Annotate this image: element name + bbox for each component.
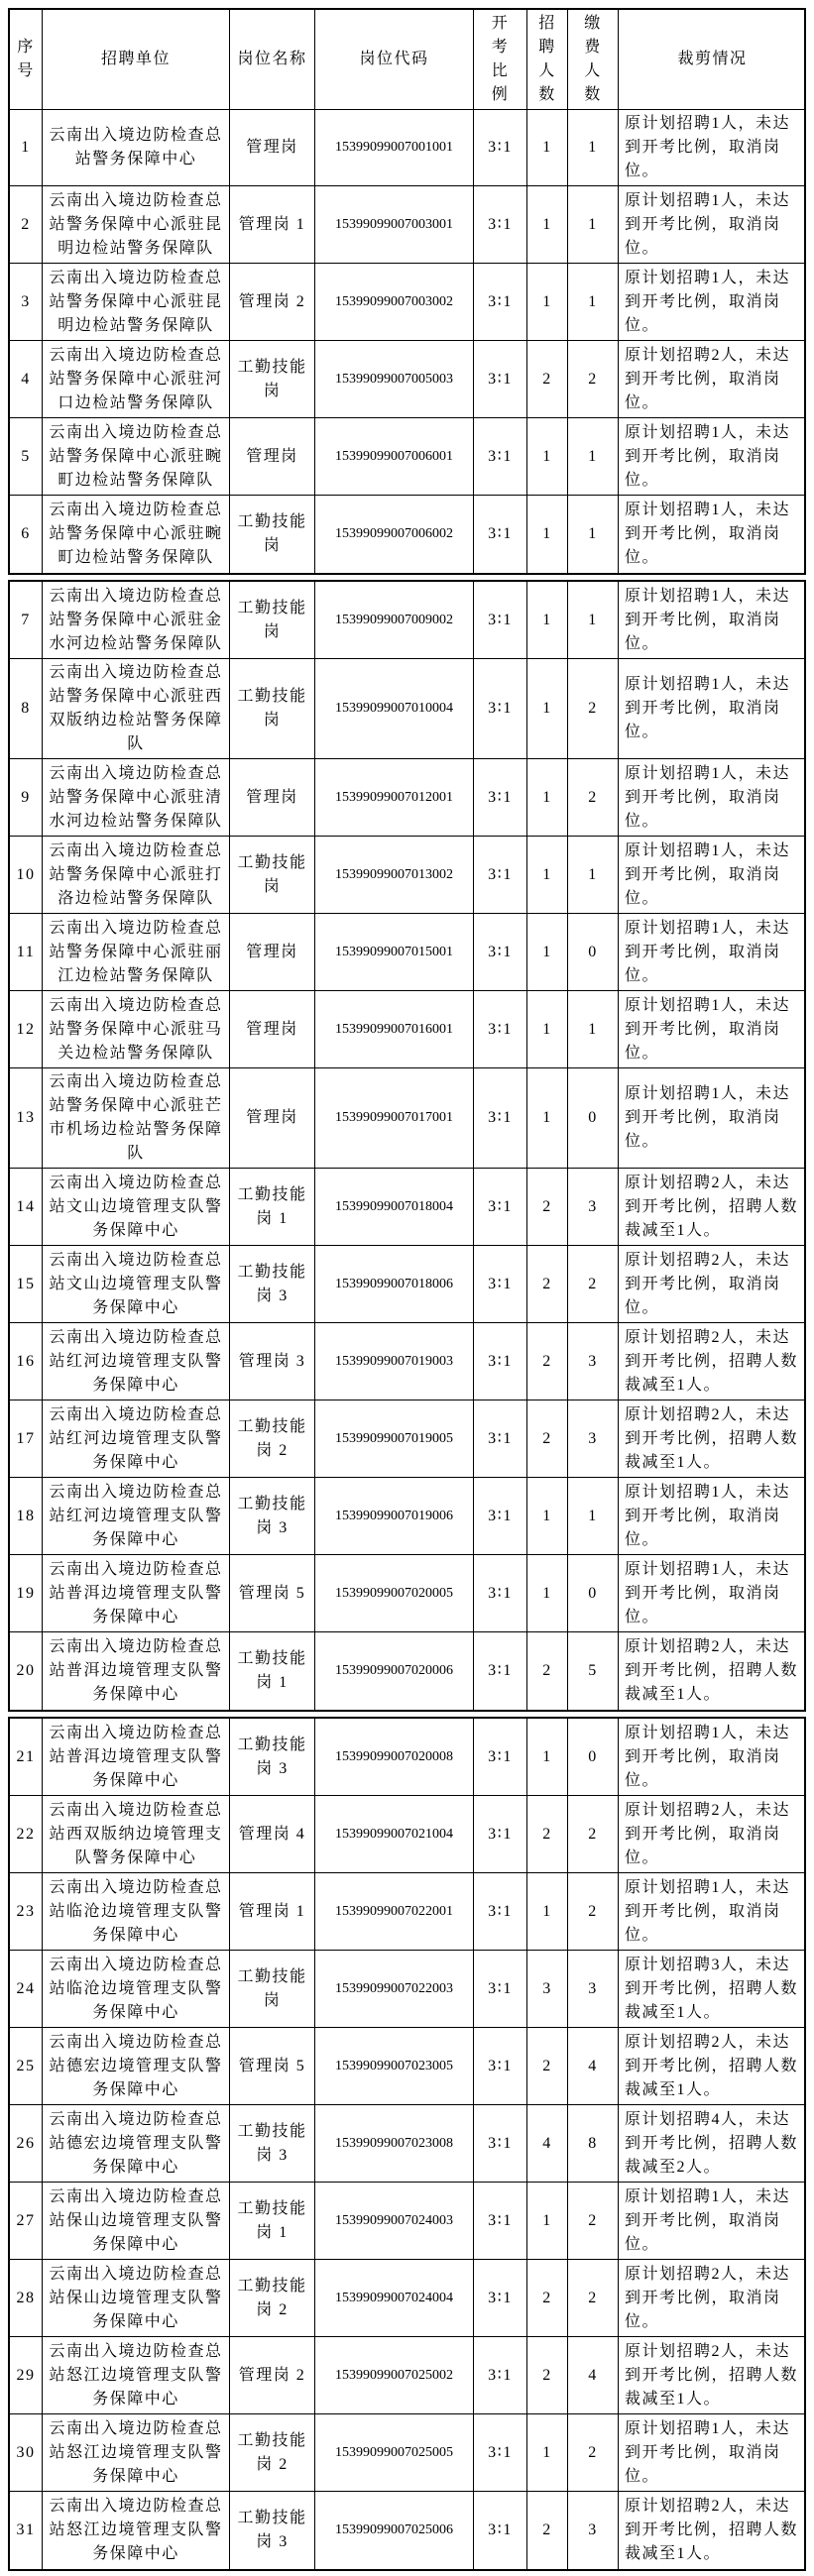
cell-serial-number: 14 [10, 1169, 43, 1245]
cell-cut-status: 原计划招聘2人，未达到开考比例，取消岗位。 [625, 346, 791, 411]
cell-recruit-count: 1 [527, 186, 568, 263]
table-page-segment [8, 8, 806, 575]
cell-cut-status: 原计划招聘2人，未达到开考比例，招聘人数裁减至1人。 [625, 1328, 799, 1394]
cell-post-name: 工勤技能岗 [230, 837, 315, 913]
cell-serial-number: 31 [10, 2492, 43, 2569]
cell-cut-status: 原计划招聘1人，未达到开考比例，取消岗位。 [625, 1724, 791, 1789]
cell-post-name: 管理岗 2 [230, 2337, 315, 2413]
cell-recruiting-unit: 云南出入境边防检查总站保山边境管理支队警务保障中心 [43, 2183, 230, 2259]
cell-recruit-count: 2 [527, 1400, 568, 1477]
cell-paid-count: 1 [568, 1478, 619, 1554]
cell-recruit-count: 1 [527, 2183, 568, 2259]
cell-cut-status: 原计划招聘2人，未达到开考比例，取消岗位。 [625, 2265, 791, 2330]
cell-paid-count: 2 [568, 1246, 619, 1322]
cell-post-name: 工勤技能岗 1 [230, 1169, 315, 1245]
cell-post-name: 管理岗 2 [230, 264, 315, 340]
cell-serial-number: 1 [10, 110, 43, 185]
cell-serial-number: 22 [10, 1796, 43, 1872]
cell-post-code: 15399099007024003 [315, 2183, 474, 2259]
table-row [10, 2105, 804, 2183]
cell-recruit-count: 2 [527, 1169, 568, 1245]
cell-post-name: 管理岗 [230, 759, 315, 836]
cell-post-name: 管理岗 [230, 1068, 315, 1168]
cell-post-code: 15399099007003002 [315, 264, 474, 340]
cell-exam-ratio: 3∶1 [474, 1719, 527, 1795]
table-row [10, 1246, 804, 1323]
table-row [10, 659, 804, 759]
cell-serial-number: 9 [10, 759, 43, 836]
cell-cut-status: 原计划招聘1人，未达到开考比例，取消岗位。 [625, 423, 791, 489]
cell-cut-status: 原计划招聘1人，未达到开考比例，取消岗位。 [625, 919, 791, 984]
cell-cut-status: 原计划招聘2人，未达到开考比例，招聘人数裁减至1人。 [625, 2342, 799, 2408]
cell-serial-number: 11 [10, 914, 43, 990]
cell-recruiting-unit: 云南出入境边防检查总站保山边境管理支队警务保障中心 [43, 2260, 230, 2336]
cell-exam-ratio: 3∶1 [474, 341, 527, 417]
cell-recruit-count: 1 [527, 582, 568, 658]
cell-recruiting-unit: 云南出入境边防检查总站警务保障中心派驻丽江边检站警务保障队 [43, 914, 230, 990]
cell-recruit-count: 2 [527, 2260, 568, 2336]
cell-recruit-count: 2 [527, 1796, 568, 1872]
cell-paid-count: 1 [568, 496, 619, 573]
cell-recruiting-unit: 云南出入境边防检查总站警务保障中心 [43, 110, 230, 185]
cell-recruit-count: 1 [527, 659, 568, 758]
cell-exam-ratio: 3∶1 [474, 2028, 527, 2104]
recruitment-cancellation-table [8, 8, 806, 2576]
table-row [10, 1632, 804, 1710]
cell-cut-status: 原计划招聘1人，未达到开考比例，取消岗位。 [625, 1560, 791, 1625]
cell-cut-status: 原计划招聘2人，未达到开考比例，招聘人数裁减至1人。 [625, 1405, 799, 1471]
cell-paid-count: 8 [568, 2105, 619, 2182]
cell-recruit-count: 1 [527, 1555, 568, 1631]
table-row [10, 264, 804, 341]
cell-exam-ratio: 3∶1 [474, 2414, 527, 2491]
cell-post-code: 15399099007023008 [315, 2105, 474, 2182]
cell-cut-status: 原计划招聘2人，未达到开考比例，招聘人数裁减至1人。 [625, 1174, 799, 1239]
cell-post-name: 工勤技能岗 1 [230, 2183, 315, 2259]
cell-post-name: 工勤技能岗 [230, 659, 315, 758]
cell-paid-count: 1 [568, 991, 619, 1067]
cell-recruit-count: 3 [527, 1951, 568, 2027]
cell-paid-count: 3 [568, 1400, 619, 1477]
cell-recruiting-unit: 云南出入境边防检查总站警务保障中心派驻西双版纳边检站警务保障队 [43, 659, 230, 758]
cell-post-name: 工勤技能岗 1 [230, 1632, 315, 1710]
cell-recruiting-unit: 云南出入境边防检查总站西双版纳边境管理支队警务保障中心 [43, 1796, 230, 1872]
cell-exam-ratio: 3∶1 [474, 1246, 527, 1322]
cell-serial-number: 6 [10, 496, 43, 573]
cell-serial-number: 15 [10, 1246, 43, 1322]
cell-recruiting-unit: 云南出入境边防检查总站警务保障中心派驻昆明边检站警务保障队 [43, 264, 230, 340]
table-row [10, 1323, 804, 1400]
cell-paid-count: 2 [568, 1873, 619, 1950]
table-row [10, 582, 804, 659]
cell-exam-ratio: 3∶1 [474, 1555, 527, 1631]
cell-post-code: 15399099007013002 [315, 837, 474, 913]
cell-post-name: 工勤技能岗 [230, 496, 315, 573]
cell-exam-ratio: 3∶1 [474, 1632, 527, 1710]
cell-paid-count: 0 [568, 914, 619, 990]
header-paid [568, 10, 619, 109]
cell-cut-status: 原计划招聘1人，未达到开考比例，取消岗位。 [625, 841, 791, 907]
cell-post-code: 15399099007012001 [315, 759, 474, 836]
header-post: 岗位名称 [230, 10, 315, 109]
cell-cut-status: 原计划招聘1人，未达到开考比例，取消岗位。 [625, 1483, 791, 1548]
header-unit: 招聘单位 [43, 10, 230, 109]
cell-paid-count: 3 [568, 1951, 619, 2027]
cell-recruiting-unit: 云南出入境边防检查总站德宏边境管理支队警务保障中心 [43, 2105, 230, 2182]
cell-exam-ratio: 3∶1 [474, 659, 527, 758]
cell-recruiting-unit: 云南出入境边防检查总站临沧边境管理支队警务保障中心 [43, 1873, 230, 1950]
cell-paid-count: 4 [568, 2337, 619, 2413]
cell-paid-count: 2 [568, 2260, 619, 2336]
cell-cut-status: 原计划招聘1人，未达到开考比例，取消岗位。 [625, 1085, 791, 1150]
cell-paid-count: 2 [568, 1796, 619, 1872]
cell-exam-ratio: 3∶1 [474, 2492, 527, 2569]
cell-serial-number: 2 [10, 186, 43, 263]
cell-post-code: 15399099007020005 [315, 1555, 474, 1631]
cell-paid-count: 3 [568, 1169, 619, 1245]
table-row [10, 837, 804, 914]
cell-paid-count: 2 [568, 2414, 619, 2491]
cell-serial-number: 12 [10, 991, 43, 1067]
cell-post-code: 15399099007019003 [315, 1323, 474, 1400]
cell-exam-ratio: 3∶1 [474, 1873, 527, 1950]
cell-serial-number: 27 [10, 2183, 43, 2259]
cell-post-name: 工勤技能岗 3 [230, 2492, 315, 2569]
cell-exam-ratio: 3∶1 [474, 1323, 527, 1400]
cell-serial-number: 3 [10, 264, 43, 340]
cell-post-code: 15399099007018006 [315, 1246, 474, 1322]
table-row [10, 1478, 804, 1555]
cell-exam-ratio: 3∶1 [474, 1478, 527, 1554]
cell-exam-ratio: 3∶1 [474, 2337, 527, 2413]
cell-cut-status: 原计划招聘1人，未达到开考比例，取消岗位。 [625, 587, 791, 652]
cell-recruit-count: 1 [527, 110, 568, 185]
cell-post-name: 管理岗 [230, 110, 315, 185]
table-row [10, 496, 804, 573]
cell-post-name: 工勤技能岗 3 [230, 2105, 315, 2182]
cell-post-name: 工勤技能岗 2 [230, 2260, 315, 2336]
cell-exam-ratio: 3∶1 [474, 759, 527, 836]
cell-recruit-count: 1 [527, 1478, 568, 1554]
cell-paid-count: 2 [568, 2183, 619, 2259]
header-ratio-label: 开考比例 [491, 15, 510, 103]
cell-exam-ratio: 3∶1 [474, 1169, 527, 1245]
cell-cut-status: 原计划招聘2人，未达到开考比例，招聘人数裁减至1人。 [625, 2033, 799, 2098]
cell-post-code: 15399099007018004 [315, 1169, 474, 1245]
cell-exam-ratio: 3∶1 [474, 914, 527, 990]
cell-cut-status: 原计划招聘1人，未达到开考比例，取消岗位。 [625, 115, 791, 179]
cell-post-name: 工勤技能岗 2 [230, 1400, 315, 1477]
cell-post-code: 15399099007005003 [315, 341, 474, 417]
cell-paid-count: 2 [568, 341, 619, 417]
cell-post-code: 15399099007022001 [315, 1873, 474, 1950]
table-row [10, 2183, 804, 2260]
cell-recruiting-unit: 云南出入境边防检查总站临沧边境管理支队警务保障中心 [43, 1951, 230, 2027]
cell-recruit-count: 2 [527, 341, 568, 417]
header-remark: 裁剪情况 [677, 51, 748, 67]
cell-paid-count: 5 [568, 1632, 619, 1710]
cell-paid-count: 4 [568, 2028, 619, 2104]
table-row [10, 1951, 804, 2028]
cell-exam-ratio: 3∶1 [474, 582, 527, 658]
table-row [10, 418, 804, 496]
cell-post-code: 15399099007003001 [315, 186, 474, 263]
cell-cut-status: 原计划招聘1人，未达到开考比例，取消岗位。 [625, 191, 791, 257]
table-header-row [10, 10, 804, 110]
cell-post-code: 15399099007024004 [315, 2260, 474, 2336]
cell-post-name: 管理岗 1 [230, 186, 315, 263]
cell-exam-ratio: 3∶1 [474, 186, 527, 263]
cell-recruiting-unit: 云南出入境边防检查总站警务保障中心派驻河口边检站警务保障队 [43, 341, 230, 417]
cell-cut-status: 原计划招聘1人，未达到开考比例，取消岗位。 [625, 2419, 791, 2485]
cell-serial-number: 28 [10, 2260, 43, 2336]
table-row [10, 759, 804, 837]
cell-recruiting-unit: 云南出入境边防检查总站警务保障中心派驻畹町边检站警务保障队 [43, 496, 230, 573]
cell-exam-ratio: 3∶1 [474, 1068, 527, 1168]
table-row [10, 1169, 804, 1246]
table-row [10, 2260, 804, 2337]
cell-post-name: 管理岗 5 [230, 2028, 315, 2104]
cell-post-code: 15399099007020008 [315, 1719, 474, 1795]
cell-post-code: 15399099007022003 [315, 1951, 474, 2027]
cell-recruit-count: 1 [527, 759, 568, 836]
cell-post-code: 15399099007006002 [315, 496, 474, 573]
cell-recruiting-unit: 云南出入境边防检查总站文山边境管理支队警务保障中心 [43, 1246, 230, 1322]
cell-post-name: 管理岗 5 [230, 1555, 315, 1631]
cell-recruiting-unit: 云南出入境边防检查总站怒江边境管理支队警务保障中心 [43, 2337, 230, 2413]
cell-serial-number: 8 [10, 659, 43, 758]
cell-recruit-count: 2 [527, 2028, 568, 2104]
cell-recruit-count: 1 [527, 914, 568, 990]
cell-post-name: 工勤技能岗 3 [230, 1719, 315, 1795]
cell-post-name: 管理岗 [230, 418, 315, 495]
cell-post-code: 15399099007006001 [315, 418, 474, 495]
cell-recruit-count: 1 [527, 264, 568, 340]
cell-recruit-count: 1 [527, 2414, 568, 2491]
cell-serial-number: 10 [10, 837, 43, 913]
table-row [10, 914, 804, 991]
cell-recruit-count: 1 [527, 837, 568, 913]
table-row [10, 2492, 804, 2569]
cell-paid-count: 0 [568, 1719, 619, 1795]
cell-post-code: 15399099007001001 [315, 110, 474, 185]
cell-recruiting-unit: 云南出入境边防检查总站红河边境管理支队警务保障中心 [43, 1400, 230, 1477]
cell-post-name: 管理岗 4 [230, 1796, 315, 1872]
cell-serial-number: 5 [10, 418, 43, 495]
cell-recruiting-unit: 云南出入境边防检查总站普洱边境管理支队警务保障中心 [43, 1632, 230, 1710]
cell-cut-status: 原计划招聘1人，未达到开考比例，取消岗位。 [625, 502, 791, 566]
cell-paid-count: 1 [568, 418, 619, 495]
cell-serial-number: 25 [10, 2028, 43, 2104]
cell-post-name: 管理岗 [230, 914, 315, 990]
cell-recruit-count: 1 [527, 496, 568, 573]
cell-cut-status: 原计划招聘4人，未达到开考比例，招聘人数裁减至2人。 [625, 2110, 799, 2176]
cell-recruiting-unit: 云南出入境边防检查总站警务保障中心派驻畹町边检站警务保障队 [43, 418, 230, 495]
table-row [10, 1400, 804, 1478]
table-row [10, 341, 804, 418]
cell-exam-ratio: 3∶1 [474, 110, 527, 185]
cell-recruiting-unit: 云南出入境边防检查总站警务保障中心派驻清水河边检站警务保障队 [43, 759, 230, 836]
cell-recruiting-unit: 云南出入境边防检查总站警务保障中心派驻昆明边检站警务保障队 [43, 186, 230, 263]
cell-recruit-count: 2 [527, 1323, 568, 1400]
cell-cut-status: 原计划招聘1人，未达到开考比例，取消岗位。 [625, 269, 791, 334]
header-serial: 序号 [10, 10, 43, 109]
cell-paid-count: 1 [568, 837, 619, 913]
table-page-segment [8, 1717, 806, 2571]
cell-paid-count: 1 [568, 582, 619, 658]
cell-cut-status: 原计划招聘1人，未达到开考比例，取消岗位。 [625, 1878, 791, 1944]
cell-paid-count: 3 [568, 2492, 619, 2569]
cell-exam-ratio: 3∶1 [474, 1951, 527, 2027]
cell-paid-count: 0 [568, 1555, 619, 1631]
cell-serial-number: 26 [10, 2105, 43, 2182]
cell-paid-count: 2 [568, 659, 619, 758]
cell-exam-ratio: 3∶1 [474, 264, 527, 340]
cell-post-name: 工勤技能岗 [230, 1951, 315, 2027]
cell-post-name: 工勤技能岗 2 [230, 2414, 315, 2491]
cell-cut-status: 原计划招聘2人，未达到开考比例，取消岗位。 [625, 1251, 791, 1316]
cell-post-name: 管理岗 [230, 991, 315, 1067]
cell-post-code: 15399099007017001 [315, 1068, 474, 1168]
table-row [10, 1068, 804, 1169]
cell-exam-ratio: 3∶1 [474, 2260, 527, 2336]
table-row [10, 991, 804, 1068]
table-row [10, 1796, 804, 1873]
cell-exam-ratio: 3∶1 [474, 1400, 527, 1477]
cell-cut-status: 原计划招聘1人，未达到开考比例，取消岗位。 [625, 996, 791, 1062]
cell-cut-status: 原计划招聘1人，未达到开考比例，取消岗位。 [625, 676, 791, 740]
cell-recruiting-unit: 云南出入境边防检查总站警务保障中心派驻金水河边检站警务保障队 [43, 582, 230, 658]
cell-recruiting-unit: 云南出入境边防检查总站警务保障中心派驻马关边检站警务保障队 [43, 991, 230, 1067]
cell-post-code: 15399099007009002 [315, 582, 474, 658]
table-row [10, 1873, 804, 1951]
cell-post-name: 工勤技能岗 3 [230, 1478, 315, 1554]
cell-post-code: 15399099007015001 [315, 914, 474, 990]
table-row [10, 1719, 804, 1796]
cell-serial-number: 4 [10, 341, 43, 417]
cell-cut-status: 原计划招聘1人，未达到开考比例，取消岗位。 [625, 764, 791, 830]
cell-exam-ratio: 3∶1 [474, 2183, 527, 2259]
cell-recruiting-unit: 云南出入境边防检查总站怒江边境管理支队警务保障中心 [43, 2492, 230, 2569]
cell-serial-number: 13 [10, 1068, 43, 1168]
cell-cut-status: 原计划招聘1人，未达到开考比例，取消岗位。 [625, 2187, 791, 2253]
cell-post-code: 15399099007019006 [315, 1478, 474, 1554]
cell-recruit-count: 1 [527, 1068, 568, 1168]
cell-exam-ratio: 3∶1 [474, 1796, 527, 1872]
table-row [10, 2337, 804, 2414]
cell-serial-number: 24 [10, 1951, 43, 2027]
cell-recruiting-unit: 云南出入境边防检查总站红河边境管理支队警务保障中心 [43, 1478, 230, 1554]
cell-recruiting-unit: 云南出入境边防检查总站普洱边境管理支队警务保障中心 [43, 1719, 230, 1795]
cell-recruiting-unit: 云南出入境边防检查总站红河边境管理支队警务保障中心 [43, 1323, 230, 1400]
cell-paid-count: 0 [568, 1068, 619, 1168]
cell-post-name: 管理岗 1 [230, 1873, 315, 1950]
table-row [10, 2414, 804, 2492]
cell-cut-status: 原计划招聘2人，未达到开考比例，招聘人数裁减至1人。 [625, 1638, 799, 1703]
table-row [10, 2028, 804, 2105]
cell-paid-count: 3 [568, 1323, 619, 1400]
cell-recruit-count: 1 [527, 1719, 568, 1795]
cell-paid-count: 1 [568, 110, 619, 185]
cell-recruit-count: 2 [527, 2337, 568, 2413]
cell-recruiting-unit: 云南出入境边防检查总站警务保障中心派驻芒市机场边检站警务保障队 [43, 1068, 230, 1168]
cell-post-name: 工勤技能岗 [230, 582, 315, 658]
cell-exam-ratio: 3∶1 [474, 496, 527, 573]
cell-recruiting-unit: 云南出入境边防检查总站文山边境管理支队警务保障中心 [43, 1169, 230, 1245]
cell-post-name: 工勤技能岗 [230, 341, 315, 417]
cell-post-code: 15399099007025002 [315, 2337, 474, 2413]
cell-recruit-count: 2 [527, 2492, 568, 2569]
cell-serial-number: 29 [10, 2337, 43, 2413]
cell-post-code: 15399099007020006 [315, 1632, 474, 1710]
table-page-segment [8, 580, 806, 1712]
header-code: 岗位代码 [315, 10, 474, 109]
cell-serial-number: 23 [10, 1873, 43, 1950]
cell-serial-number: 16 [10, 1323, 43, 1400]
table-row [10, 1555, 804, 1632]
cell-post-name: 工勤技能岗 3 [230, 1246, 315, 1322]
cell-post-code: 15399099007025006 [315, 2492, 474, 2569]
cell-paid-count: 2 [568, 759, 619, 836]
cell-post-code: 15399099007021004 [315, 1796, 474, 1872]
cell-recruiting-unit: 云南出入境边防检查总站普洱边境管理支队警务保障中心 [43, 1555, 230, 1631]
cell-serial-number: 21 [10, 1719, 43, 1795]
cell-serial-number: 30 [10, 2414, 43, 2491]
cell-post-code: 15399099007010004 [315, 659, 474, 758]
header-paid-label: 缴费人数 [584, 15, 602, 103]
table-row [10, 110, 804, 186]
cell-post-code: 15399099007019005 [315, 1400, 474, 1477]
table-row [10, 186, 804, 264]
cell-serial-number: 18 [10, 1478, 43, 1554]
cell-recruiting-unit: 云南出入境边防检查总站警务保障中心派驻打洛边检站警务保障队 [43, 837, 230, 913]
cell-paid-count: 1 [568, 186, 619, 263]
cell-recruit-count: 2 [527, 1246, 568, 1322]
header-recruit [527, 10, 568, 109]
cell-exam-ratio: 3∶1 [474, 418, 527, 495]
cell-exam-ratio: 3∶1 [474, 991, 527, 1067]
cell-cut-status: 原计划招聘2人，未达到开考比例，取消岗位。 [625, 1801, 791, 1866]
header-recruit-label: 招聘人数 [538, 15, 556, 103]
cell-recruit-count: 4 [527, 2105, 568, 2182]
cell-recruit-count: 1 [527, 1873, 568, 1950]
cell-exam-ratio: 3∶1 [474, 2105, 527, 2182]
cell-recruiting-unit: 云南出入境边防检查总站怒江边境管理支队警务保障中心 [43, 2414, 230, 2491]
header-ratio [474, 10, 527, 109]
cell-recruit-count: 2 [527, 1632, 568, 1710]
cell-cut-status: 原计划招聘2人，未达到开考比例，招聘人数裁减至1人。 [625, 2498, 799, 2562]
cell-paid-count: 1 [568, 264, 619, 340]
cell-serial-number: 7 [10, 582, 43, 658]
cell-post-code: 15399099007023005 [315, 2028, 474, 2104]
cell-exam-ratio: 3∶1 [474, 837, 527, 913]
cell-post-code: 15399099007025005 [315, 2414, 474, 2491]
cell-serial-number: 17 [10, 1400, 43, 1477]
cell-recruit-count: 1 [527, 991, 568, 1067]
cell-recruiting-unit: 云南出入境边防检查总站德宏边境管理支队警务保障中心 [43, 2028, 230, 2104]
cell-post-name: 管理岗 3 [230, 1323, 315, 1400]
cell-cut-status: 原计划招聘3人，未达到开考比例，招聘人数裁减至1人。 [625, 1956, 799, 2021]
cell-recruit-count: 1 [527, 418, 568, 495]
cell-post-code: 15399099007016001 [315, 991, 474, 1067]
cell-serial-number: 19 [10, 1555, 43, 1631]
cell-serial-number: 20 [10, 1632, 43, 1710]
